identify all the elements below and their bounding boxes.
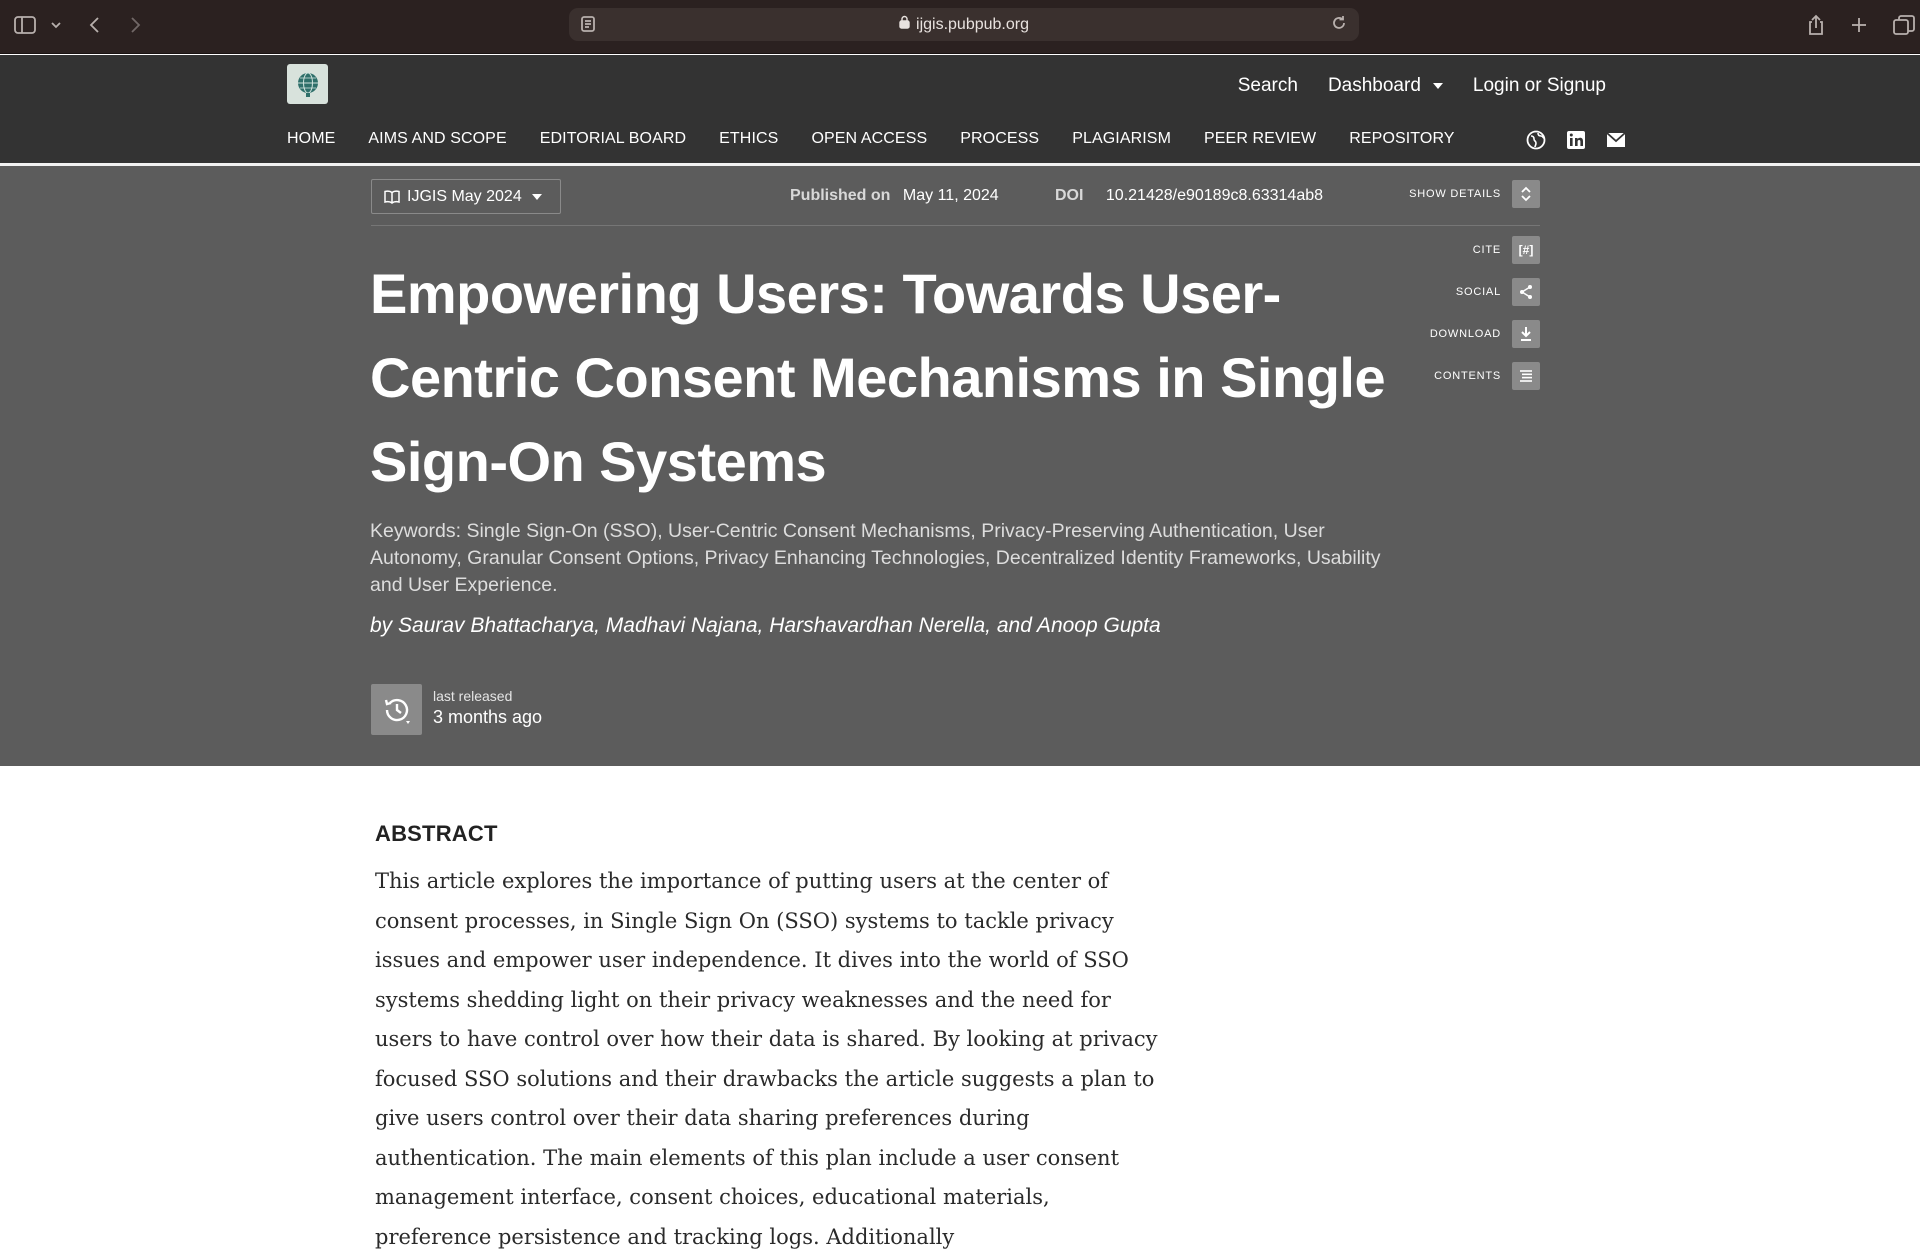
nav-home[interactable]: HOME [287, 130, 336, 147]
nav-aims-and-scope[interactable]: AIMS AND SCOPE [368, 130, 507, 147]
show-details-button[interactable] [1409, 180, 1540, 208]
reader-mode-icon[interactable] [581, 16, 595, 37]
list-icon [1512, 362, 1540, 390]
site-header [0, 55, 1920, 165]
dashboard-menu[interactable] [1328, 75, 1443, 97]
release-value: 3 months ago [433, 707, 543, 727]
pub-header [0, 166, 1920, 766]
globe-logo-icon [294, 70, 322, 98]
contents-button[interactable] [1409, 362, 1540, 390]
release-label: last released [433, 688, 513, 704]
nav-process[interactable]: PROCESS [960, 130, 1040, 147]
abstract-text: This article explores the importance of putting users at the center of consent processes, in Single Sign On (SSO) systems to tackle privacy issues and empower user independence. It dives into the world of SSO systems shedding light on their privacy weaknesses and the need for users to have control over how their data is shared. By looking at privacy focused SSO solutions and their drawbacks the article suggests a plan to give users control over their data sharing preferences during authentication. The main elements of this plan include a user consent management interface, consent choices, educational materials, preference persistence and tracking logs. Additionally [375, 869, 1158, 1249]
published-date: May 11, 2024 [902, 187, 999, 204]
social-links [1525, 129, 1627, 151]
pub-title: Empowering Users: Towards User-Centric Consent Mechanisms in Single Sign-On Systems [370, 262, 1386, 493]
globe-icon[interactable] [1525, 129, 1547, 151]
address-bar[interactable] [569, 8, 1359, 41]
social-button[interactable] [1409, 278, 1540, 306]
book-icon [384, 190, 400, 204]
dashboard-label: Dashboard [1327, 75, 1421, 96]
share-icon [1512, 278, 1540, 306]
nav-peer-review[interactable]: PEER REVIEW [1204, 130, 1317, 147]
side-actions [1409, 180, 1540, 404]
keywords: Keywords: Single Sign-On (SSO), User-Centric Consent Mechanisms, Privacy-Preserving Authentication, User Autonomy, Granular Consent Options, Privacy Enhancing Technologies, Decentralized Identity Frameworks, Usability and User Experience. [370, 520, 1381, 596]
cite-icon: [#] [1512, 236, 1540, 264]
release-history-button[interactable] [371, 684, 422, 735]
back-icon[interactable] [88, 10, 102, 40]
doi-info [1055, 187, 1323, 205]
url-text: ijgis.pubpub.org [916, 15, 1029, 33]
caret-down-icon [1433, 83, 1443, 89]
nav-open-access[interactable]: OPEN ACCESS [811, 130, 928, 147]
download-icon [1512, 320, 1540, 348]
cite-label: CITE [1472, 244, 1501, 256]
byline: by Saurav Bhattacharya, Madhavi Najana, Harshavardhan Nerella, and Anoop Gupta [370, 614, 1161, 637]
history-icon [381, 694, 413, 726]
contents-label: CONTENTS [1434, 370, 1501, 382]
release-info [433, 688, 542, 728]
published-label: Published on [790, 187, 891, 204]
caret-down-icon [532, 194, 542, 200]
cite-button[interactable] [1409, 236, 1540, 264]
search-link[interactable]: Search [1237, 75, 1298, 96]
doi-value[interactable]: 10.21428/e90189c8.63314ab8 [1105, 187, 1324, 204]
main-nav [287, 130, 1488, 148]
chevron-down-icon[interactable] [50, 10, 62, 40]
login-signup-link[interactable]: Login or Signup [1472, 75, 1606, 96]
abstract-heading: ABSTRACT [375, 821, 498, 846]
sidebar-toggle-icon[interactable] [14, 10, 36, 40]
top-nav [1208, 75, 1606, 97]
download-button[interactable] [1409, 320, 1540, 348]
tab-overview-icon[interactable] [1893, 10, 1915, 40]
new-tab-icon[interactable] [1850, 10, 1868, 40]
collection-dropdown[interactable] [371, 179, 561, 214]
nav-plagiarism[interactable]: PLAGIARISM [1072, 130, 1172, 147]
published-info [790, 187, 999, 205]
doi-label: DOI [1055, 187, 1084, 204]
nav-ethics[interactable]: ETHICS [719, 130, 779, 147]
lock-icon [899, 15, 910, 34]
collection-label: IJGIS May 2024 [407, 187, 522, 205]
share-icon[interactable] [1807, 10, 1825, 40]
expand-collapse-icon [1512, 180, 1540, 208]
nav-repository[interactable]: REPOSITORY [1349, 130, 1455, 147]
journal-logo[interactable] [287, 64, 328, 104]
browser-toolbar [0, 0, 1920, 54]
social-label: SOCIAL [1455, 286, 1501, 298]
show-details-label: SHOW DETAILS [1409, 188, 1501, 200]
forward-icon[interactable] [128, 10, 142, 40]
reload-icon[interactable] [1331, 15, 1347, 36]
details-divider [371, 225, 1540, 226]
linkedin-icon[interactable] [1565, 129, 1587, 151]
download-label: DOWNLOAD [1429, 328, 1501, 340]
email-icon[interactable] [1605, 129, 1627, 151]
nav-editorial-board[interactable]: EDITORIAL BOARD [539, 130, 687, 147]
